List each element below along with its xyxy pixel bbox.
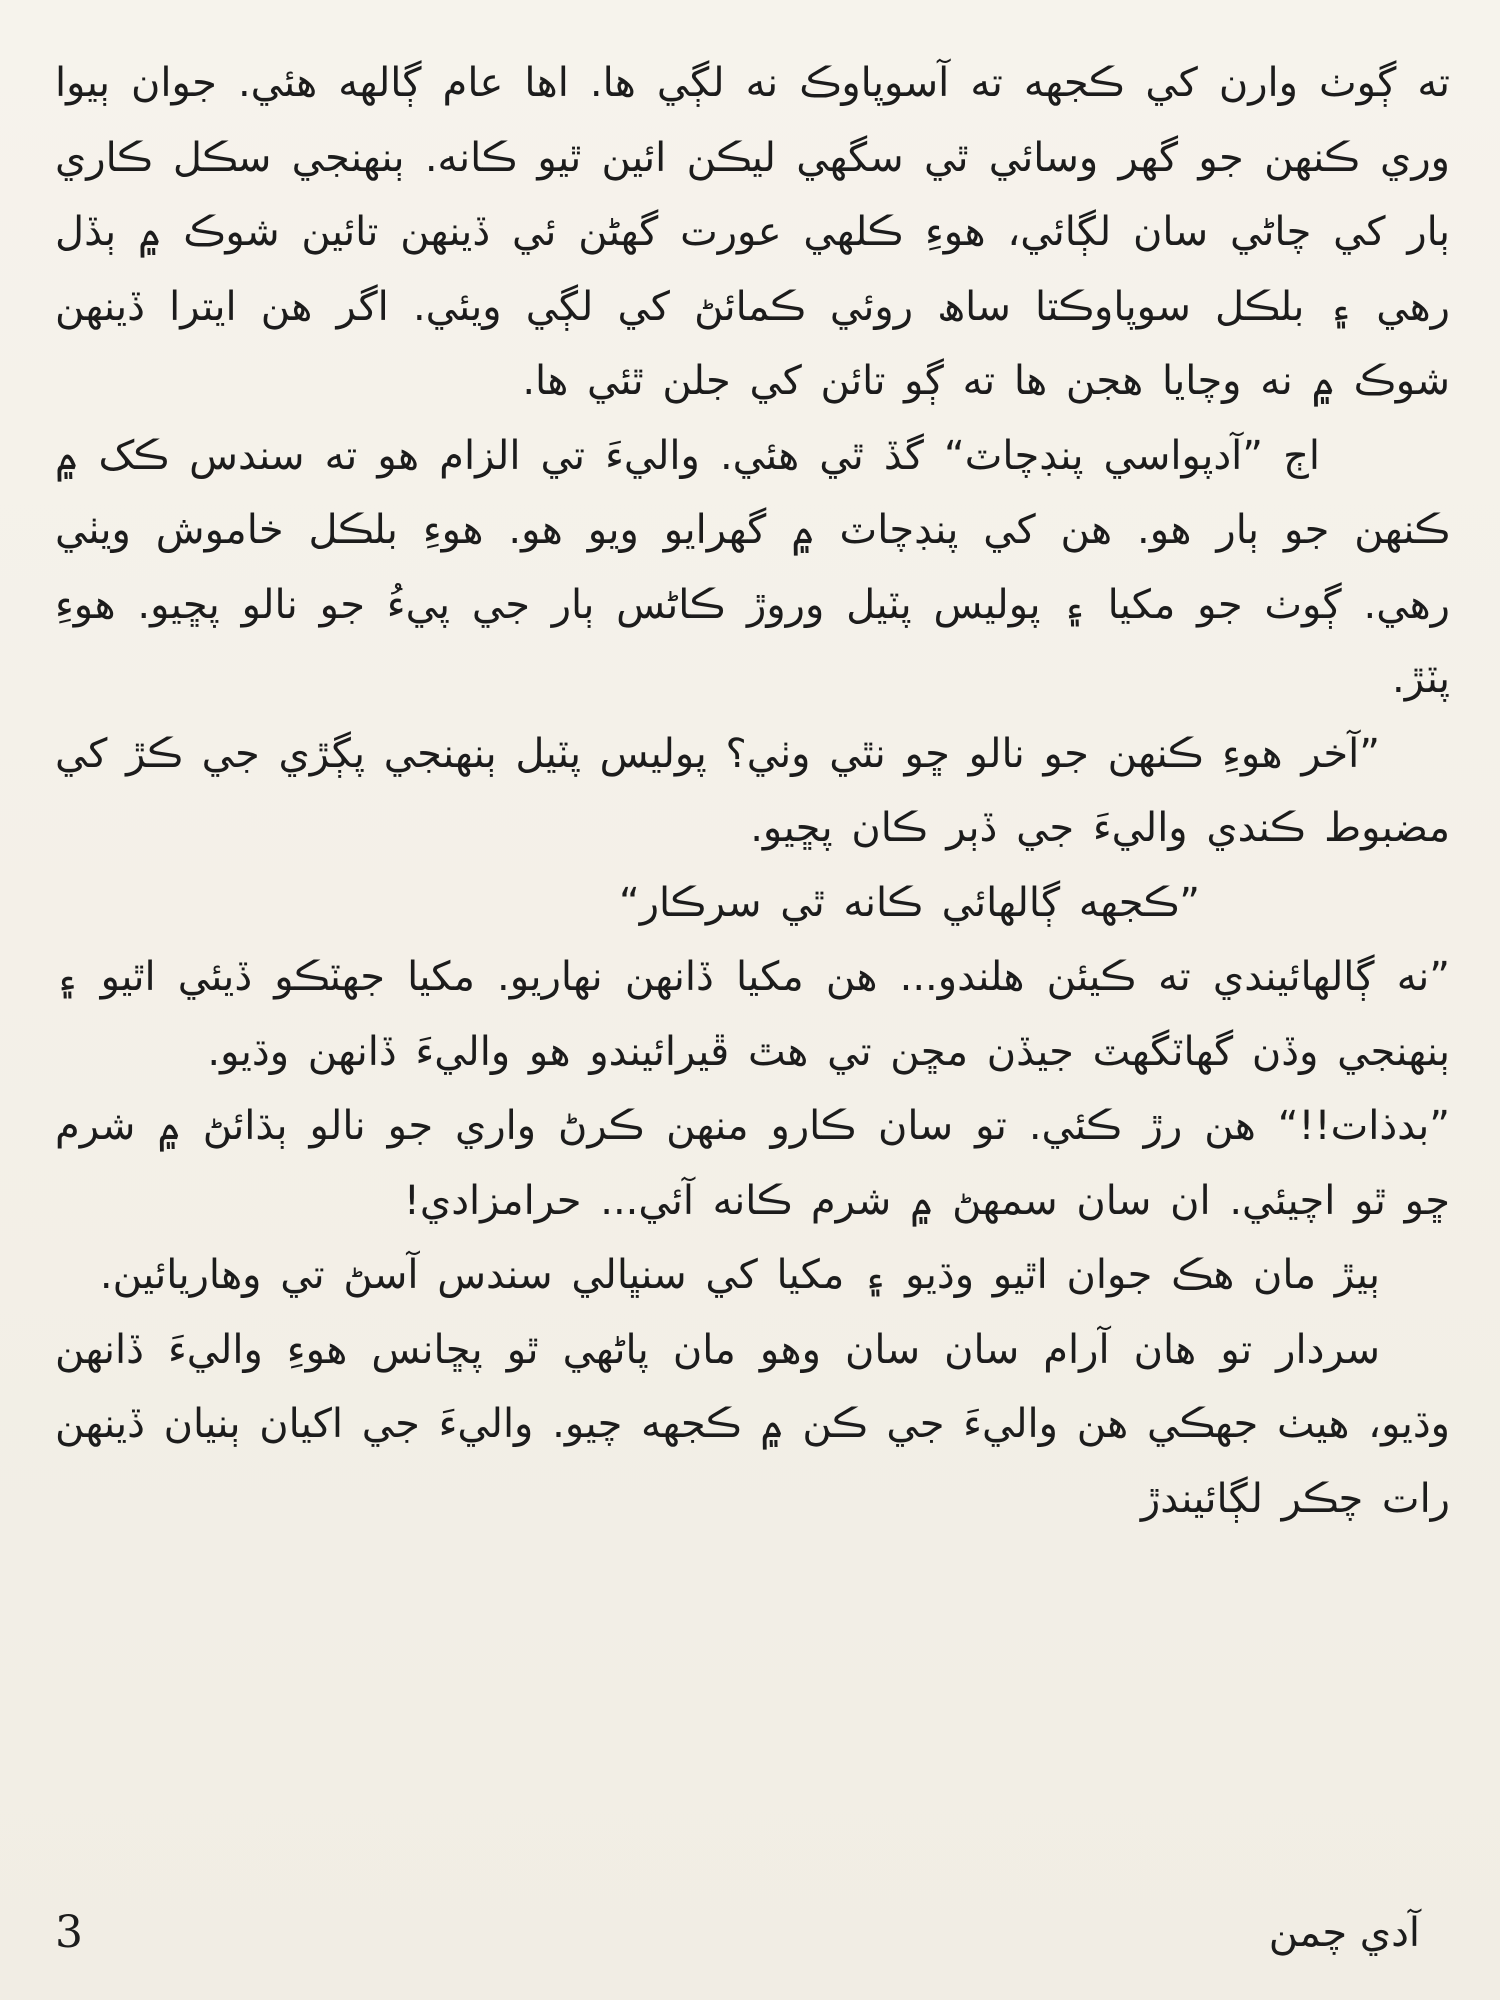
body-text [55, 46, 1450, 1536]
paragraph-3: ”آخر هوءِ ڪنهن جو نالو ڇو نٿي وٺي؟ پوليس پٽيل ٻنهنجي پڳڙي جي ڪڙ کي مضبوط ڪندي واليءَ جي ڏٻر ڪان پڇيو. [55, 730, 1450, 851]
paragraph-4: ”ڪجهه ڳالهائي ڪانه ٿي سرڪار“ [618, 879, 1200, 926]
paragraph-2: اڄ ”آدپواسي پنڊچاٽ“ گڏ ٿي هئي. واليءَ تي الزام هو ته سندس ڪک ۾ ڪنهن جو ٻار هو. هن کي پنڊچاٽ ۾ گهرايو ويو هو. هوءِ بلڪل خاموش ويٺي رهي. ڳوٺ جو مکيا ۽ پوليس پٽيل وروڙ ڪاڻس ٻار جي پيءُ جو نالو پڇيو. هوءِ پٽڙ. [55, 432, 1450, 702]
paragraph-5: ”نه ڳالهائيندي ته ڪيئن هلندو... هن مکيا ڏانهن نهاريو. مکيا جهٽڪو ڏيئي اٿيو ۽ ٻنهنجي وڏن گهاٽگهٽ جيڏن مڇن تي هٿ ڦيرائيندو هو واليءَ ڏانهن وڌيو. [55, 954, 1450, 1075]
paragraph-1: ته ڳوٺ وارن کي ڪجهه ته آسوپاوڪ نه لڳي ها. اها عام ڳالهه هئي. جوان ٻيوا وري ڪنهن جو گهر وسائي ٿي سگهي ليڪن ائين ٿيو ڪانه. ٻنهنجي سڪل ڪاري ٻار کي چاڻي سان لڳائي، هوءِ ڪلهي عورت گهڻن ئي ڏينهن تائين شوڪ ۾ ٻڏل رهي ۽ بلڪل سوپاوڪتا ساھ روئي ڪمائڻ کي لڳي ويئي. اگر هن ايترا ڏينهن شوڪ ۾ نه وچايا هجن ها ته ڳو تائن کي جلن ٿئي ها. [55, 60, 1450, 404]
page-number: 3 [55, 1907, 83, 1958]
paragraph-7: ٻيڙ مان هڪ جوان اٿيو وڌيو ۽ مکيا کي سنڀالي سندس آسڻ تي وهاريائين. [99, 1252, 1380, 1298]
book-title: آدي چمن [1268, 1910, 1420, 1956]
paragraph-8: سردار تو هان آرام سان سان وهو مان پاڻهي ٿو پڇانس هوءِ واليءَ ڏانهن وڌيو، هيٺ جهڪي هن واليءَ جي ڪن ۾ ڪجهه چيو. واليءَ جي اکيان ٻنيان ڏينهن رات چڪر لڳائيندڙ [55, 1326, 1450, 1522]
paragraph-6: ”بدذات!!“ هن رڙ ڪئي. تو سان ڪارو منهن ڪرڻ واري جو نالو ٻڌائڻ ۾ شرم ڇو ٿو اچيئي. ان سان سمهڻ ۾ شرم ڪانه آئي... حرامزادي! [55, 1103, 1450, 1224]
